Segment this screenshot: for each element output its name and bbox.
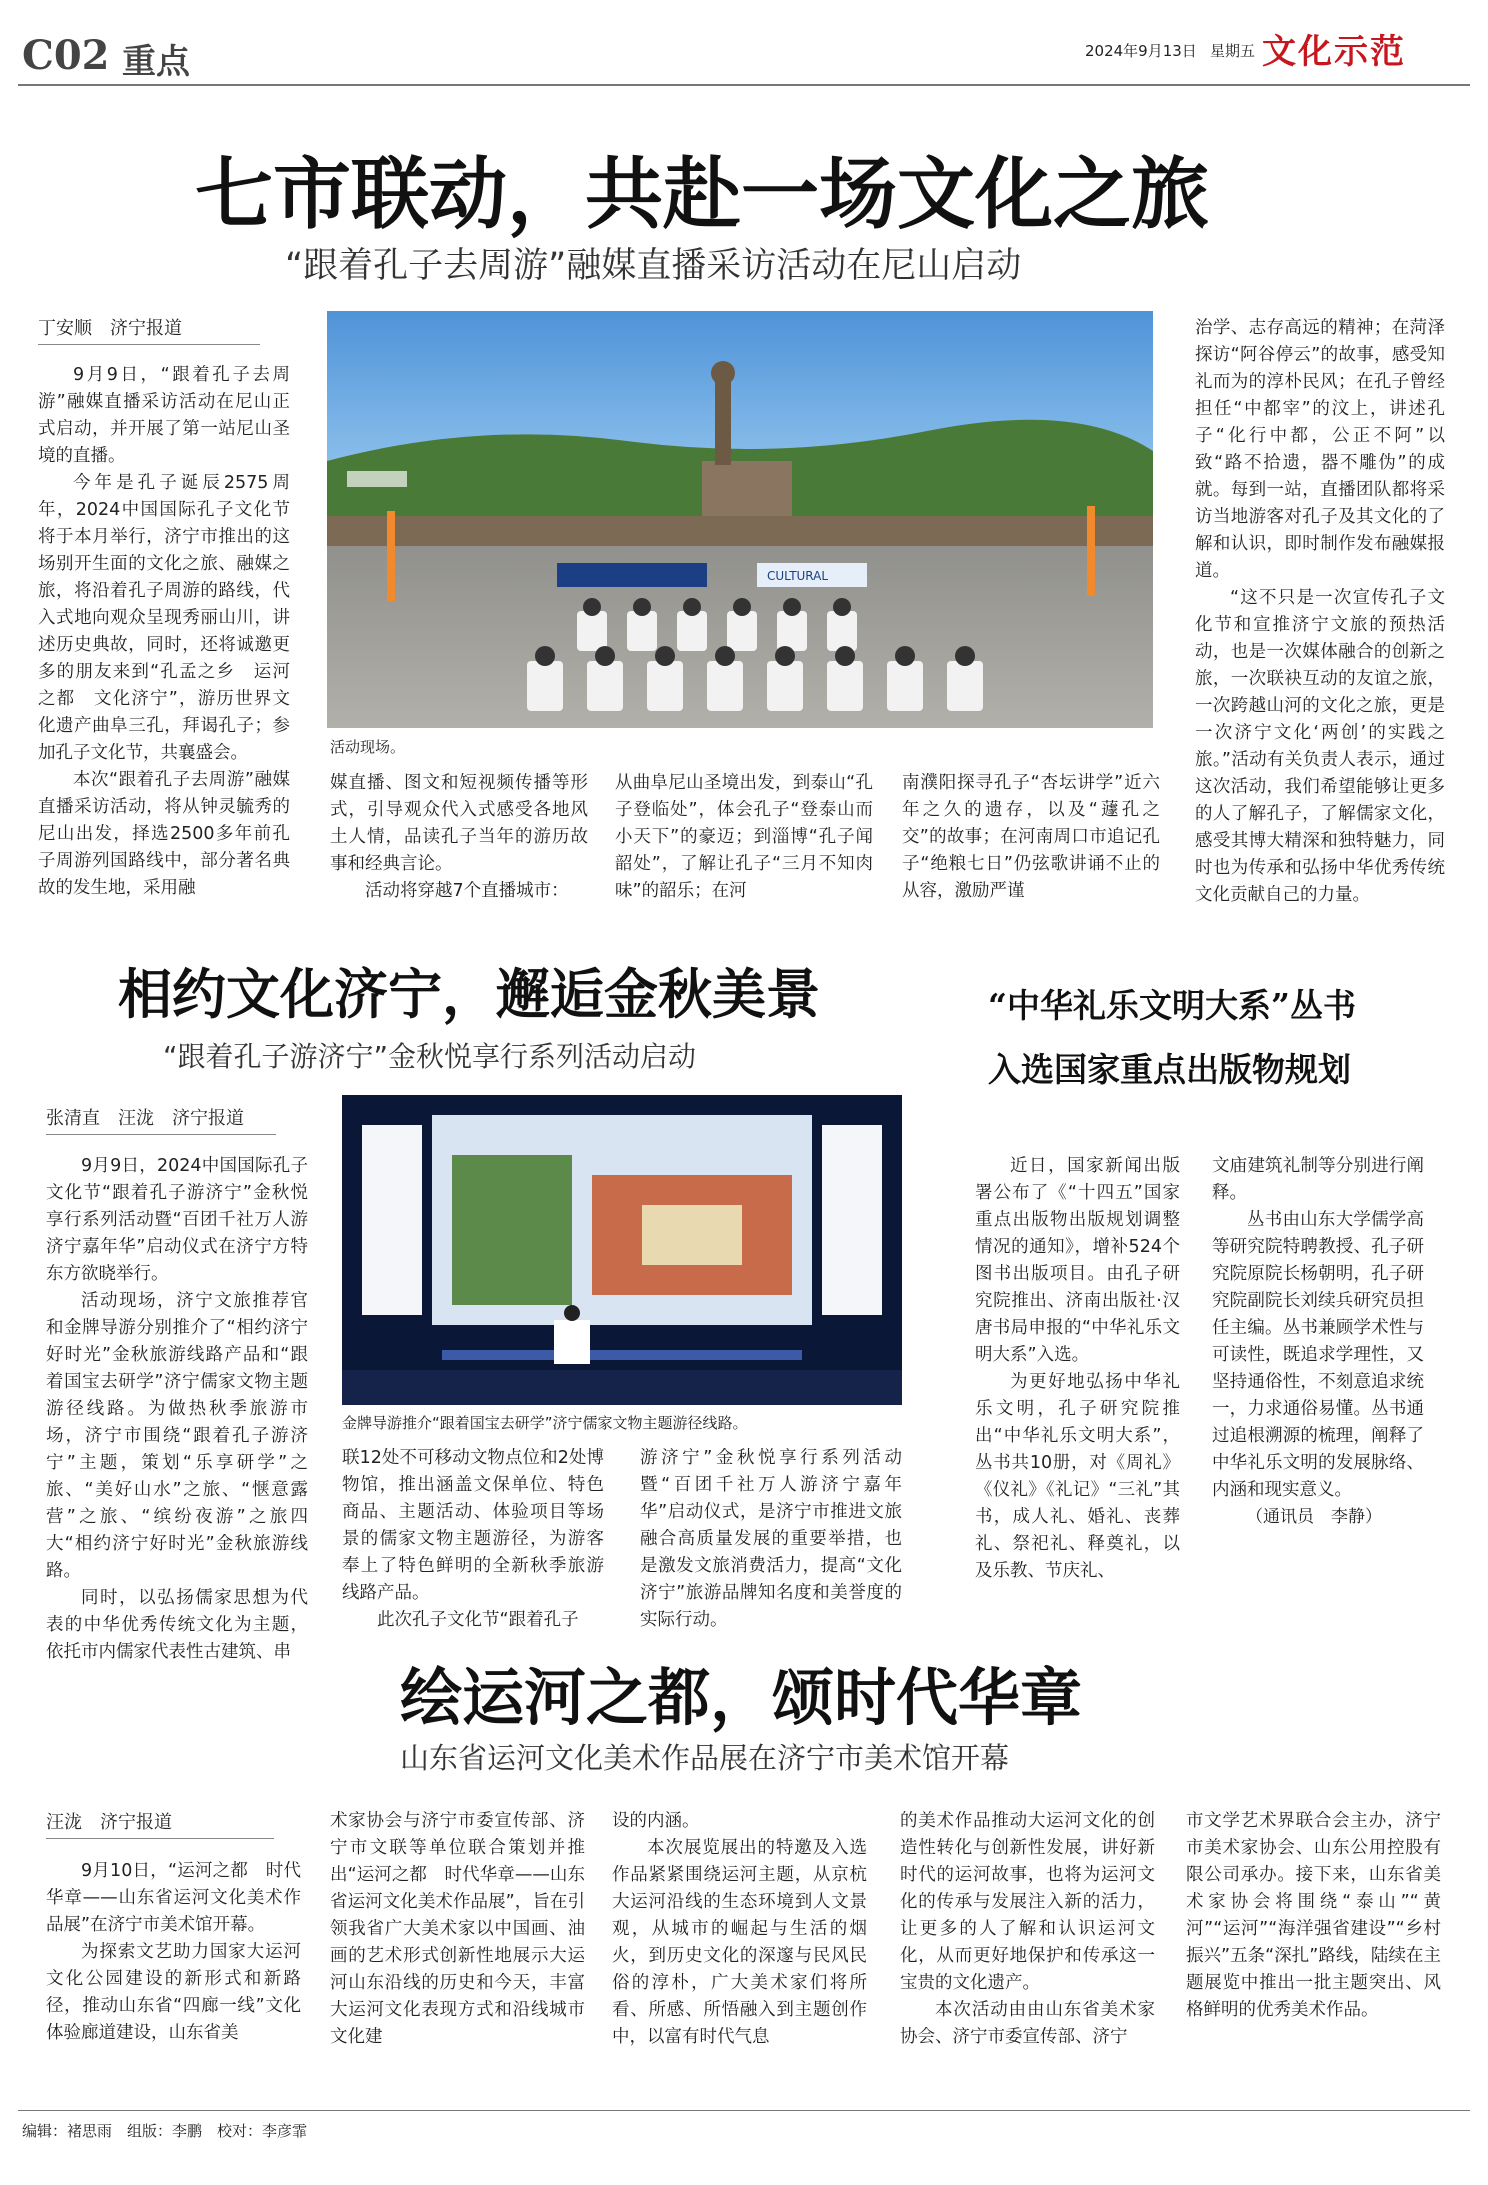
article1-col3: 从曲阜尼山圣境出发，到泰山“孔子登临处”，体会孔子“登泰山而小天下”的豪迈；到淄博“孔子闻韶处”，了解让孔子“三月不知肉味”的韶乐；在河 [615, 773, 873, 901]
article1-title: 七市联动，共赴一场文化之旅 [195, 149, 1210, 240]
article2-col1: 9月9日，2024中国国际孔子文化节“跟着孔子游济宁”金秋悦享行系列活动暨“百团千社万人游济宁嘉年华”启动仪式在济宁方特东方欲晓举行。 活动现场，济宁文旅推荐官和金牌导游分别推介了“相约济宁好时光”金秋旅游线路产品和“跟着国宝去研学”济宁儒家文物主题游径线路。为做热秋季旅游市场，济宁市围绕“跟着孔子游济宁”主题，策划“乐享研学”之旅、“美好山水”之旅、“惬意露营”之旅、“缤纷夜游”之旅四大“相约济宁好时光”金秋旅游线路。 同时，以弘扬儒家思想为代表的中华优秀传统文化为主题，依托市内儒家代表性古建筑、串 [46, 1156, 308, 1662]
article2-subtitle: “跟着孔子游济宁”金秋悦享行系列活动启动 [163, 1040, 697, 1073]
brand-logo: 文化示范 [1262, 32, 1406, 72]
article4-col3: 设的内涵。 本次展览展出的特邀及入选作品紧紧围绕运河主题，从京杭大运河沿线的生态环境到人文景观，从城市的崛起与生活的烟火，到历史文化的深邃与民风民俗的淳朴，广大美术家们将所看、所感、所悟融入到主题创作中，以富有时代气息 [612, 1811, 867, 2047]
article3-col1: 近日，国家新闻出版署公布了《“十四五”国家重点出版物出版规划调整情况的通知》，增补524个图书出版项目。由孔子研究院推出、济南出版社·汉唐书局申报的“中华礼乐文明大系”入选。 为更好地弘扬中华礼乐文明，孔子研究院推出“中华礼乐文明大系”，丛书共10册，对《周礼》《仪礼》《礼记》“三礼”其书，成人礼、婚礼、丧葬礼、祭祀礼、释奠礼，以及乐教、节庆礼、 [975, 1156, 1180, 1581]
article1-col1: 9月9日，“跟着孔子去周游”融媒直播采访活动在尼山正式启动，并开展了第一站尼山圣境的直播。 今年是孔子诞辰2575周年，2024中国国际孔子文化节将于本月举行，济宁市推出的这场别开生面的文化之旅、融媒之旅，将沿着孔子周游的路线，代入式地向观众呈现秀丽山川，讲述历史典故，同时，还将诚邀更多的朋友来到“孔孟之乡 运河之都 文化济宁”，游历世界文化遗产曲阜三孔，拜谒孔子；参加孔子文化节，共襄盛会。 本次“跟着孔子去周游”融媒直播采访活动，将从钟灵毓秀的尼山出发，择选2500多年前孔子周游列国路线中，部分著名典故的发生地，采用融 [38, 365, 290, 898]
event-scene-illustration [327, 311, 1153, 728]
article1-col5: 治学、志存高远的精神；在菏泽探访“阿谷停云”的故事，感受知礼而为的淳朴民风；在孔子曾经担任“中都宰”的汶上，讲述孔子“化行中都，公正不阿”以致“路不拾遗，器不雕伪”的成就。每到一站，直播团队都将采访当地游客对孔子及其文化的了解和认识，即时制作发布融媒报道。 “这不只是一次宣传孔子文化节和宣推济宁文旅的预热活动，也是一次媒体融合的创新之旅，一次联袂互动的友谊之旅，一次跨越山河的文化之旅，更是一次济宁文化‘两创’的实践之旅。”活动有关负责人表示，通过这次活动，我们希望能够让更多的人了解孔子，了解儒家文化，感受其博大精深和独特魅力，同时也为传承和弘扬中华优秀传统文化贡献自己的力量。 [1195, 318, 1445, 905]
issue-date: 2024年9月13日 [1085, 42, 1197, 60]
section-name: 重点 [122, 42, 190, 82]
article2-photo-caption: 金牌导游推介“跟着国宝去研学”济宁儒家文物主题游径线路。 [342, 1414, 748, 1432]
stage-scene-illustration [342, 1095, 902, 1405]
article3-title-line1: “中华礼乐文明大系”丛书 [988, 986, 1356, 1025]
page-code: C02 [22, 32, 110, 79]
article1-photo-caption: 活动现场。 [330, 738, 406, 756]
article3-title-line2: 入选国家重点出版物规划 [988, 1050, 1351, 1089]
issue-weekday: 星期五 [1210, 42, 1256, 60]
article2-photo [342, 1095, 902, 1405]
article4-col4: 的美术作品推动大运河文化的创造性转化与创新性发展，讲好新时代的运河故事，也将为运河文化的传承与发展注入新的活力，让更多的人了解和认识运河文化，从而更好地保护和传承这一宝贵的文化遗产。 本次活动由由山东省美术家协会、济宁市委宣传部、济宁 [900, 1811, 1155, 2047]
article2-col2: 联12处不可移动文物点位和2处博物馆，推出涵盖文保单位、特色商品、主题活动、体验项目等场景的儒家文物主题游径，为游客奉上了特色鲜明的全新秋季旅游线路产品。 此次孔子文化节“跟着孔子 [342, 1448, 604, 1630]
article1-subtitle: “跟着孔子去周游”融媒直播采访活动在尼山启动 [285, 246, 1022, 286]
photo-banner-text: CULTURAL [767, 569, 829, 583]
article2-byline: 张清直 汪泷 济宁报道 [46, 1104, 276, 1135]
article2-title: 相约文化济宁，邂逅金秋美景 [118, 962, 820, 1026]
article4-subtitle: 山东省运河文化美术作品展在济宁市美术馆开幕 [400, 1741, 1010, 1775]
article4-col5: 市文学艺术界联合会主办，济宁市美术家协会、山东公用控股有限公司承办。接下来，山东省美术家协会将围绕“泰山”“黄河”“运河”“海洋强省建设”“乡村振兴”五条“深扎”路线，陆续在主题展览中推出一批主题突出、风格鲜明的优秀美术作品。 [1186, 1811, 1441, 2020]
article2-col3: 游济宁”金秋悦享行系列活动暨“百团千社万人游济宁嘉年华”启动仪式，是济宁市推进文旅融合高质量发展的重要举措，也是激发文旅消费活力，提高“文化济宁”旅游品牌知名度和美誉度的实际行动。 [640, 1448, 902, 1630]
article3-col2: 文庙建筑礼制等分别进行阐释。 丛书由山东大学儒学高等研究院特聘教授、孔子研究院原院长杨朝明，孔子研究院副院长刘续兵研究员担任主编。丛书兼顾学术性与可读性，既追求学理性，又坚持通俗性，不刻意追求统一，力求通俗易懂。丛书通过追根溯源的梳理，阐释了中华礼乐文明的发展脉络、内涵和现实意义。 （通讯员 李静） [1212, 1153, 1424, 1573]
article3-credit: （通讯员 李静） [1246, 1507, 1382, 1527]
article4-title: 绘运河之都，颂时代华章 [400, 1661, 1083, 1734]
article1-col4: 南濮阳探寻孔子“杏坛讲学”近六年之久的遗存，以及“蘧孔之交”的故事；在河南周口市追记孔子“绝粮七日”仍弦歌讲诵不止的从容，激励严谨 [902, 773, 1160, 901]
article1-photo [327, 311, 1153, 728]
footer-rule [18, 2110, 1470, 2111]
article1-col2: 媒直播、图文和短视频传播等形式，引导观众代入式感受各地风土人情，品读孔子当年的游历故事和经典言论。 活动将穿越7个直播城市： [330, 773, 588, 901]
article4-col2: 术家协会与济宁市委宣传部、济宁市文联等单位联合策划并推出“运河之都 时代华章——山东省运河文化美术作品展”，旨在引领我省广大美术家以中国画、油画的艺术形式创新性地展示大运河山东沿线的历史和今天，丰富大运河文化表现方式和沿线城市文化建 [330, 1811, 585, 2047]
article1-byline: 丁安顺 济宁报道 [38, 314, 260, 345]
article4-col1: 9月10日，“运河之都 时代华章——山东省运河文化美术作品展”在济宁市美术馆开幕。 为探索文艺助力国家大运河文化公园建设的新形式和新路径，推动山东省“四廊一线”文化体验廊道建设，山东省美 [46, 1861, 301, 2043]
article4-byline: 汪泷 济宁报道 [46, 1808, 274, 1839]
header-rule [18, 84, 1470, 86]
footer-credits: 编辑：褚思雨 组版：李鹏 校对：李彦霏 [22, 2122, 308, 2140]
